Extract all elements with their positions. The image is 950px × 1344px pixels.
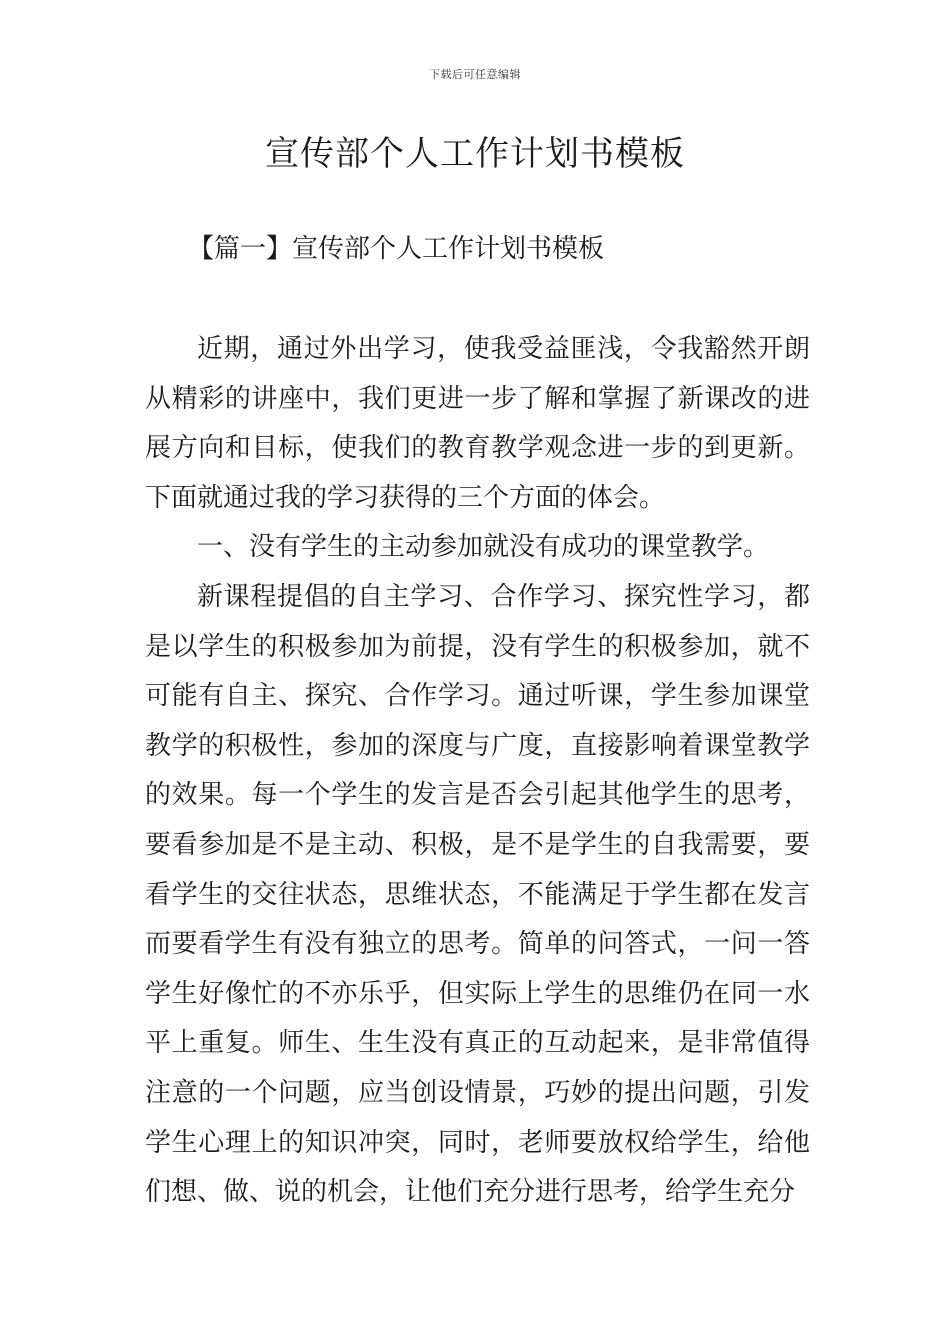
paragraph-discussion: 新课程提倡的自主学习、合作学习、探究性学习，都是以学生的积极参加为前提，没有学生的积极参加，就不可能有自主、探究、合作学习。通过听课，学生参加课堂教学的积极性，参加的深度与广度，直接影响着课堂教学的效果。每一个学生的发言是否会引起其他学生的思考，要看参加是不是主动、积极，是不是学生的自我需要，要看学生的交往状态，思维状态，不能满足于学生都在发言而要看学生有没有独立的思考。简单的问答式，一问一答学生好像忙的不亦乐乎，但实际上学生的思维仍在同一水平上重复。师生、生生没有真正的互动起来，是非常值得注意的一个问题，应当创设情景，巧妙的提出问题，引发学生心理上的知识冲突，同时，老师要放权给学生，给他们想、做、说的机会，让他们充分进行思考，给学生充分 — [145, 581, 810, 1208]
header-note: 下载后可任意编辑 — [429, 68, 521, 81]
body-text — [145, 325, 810, 1218]
section-heading: 【篇一】宣传部个人工作计划书模板 — [188, 234, 605, 264]
paragraph-point-one: 一、没有学生的主动参加就没有成功的课堂教学。 — [197, 532, 770, 563]
document-title: 宣传部个人工作计划书模板 — [265, 134, 685, 174]
paragraph-intro: 近期，通过外出学习，使我受益匪浅，令我豁然开朗从精彩的讲座中，我们更进一步了解和掌握了新课改的进展方向和目标，使我们的教育教学观念进一步的到更新。下面就通过我的学习获得的三个方面的体会。 — [145, 334, 810, 513]
